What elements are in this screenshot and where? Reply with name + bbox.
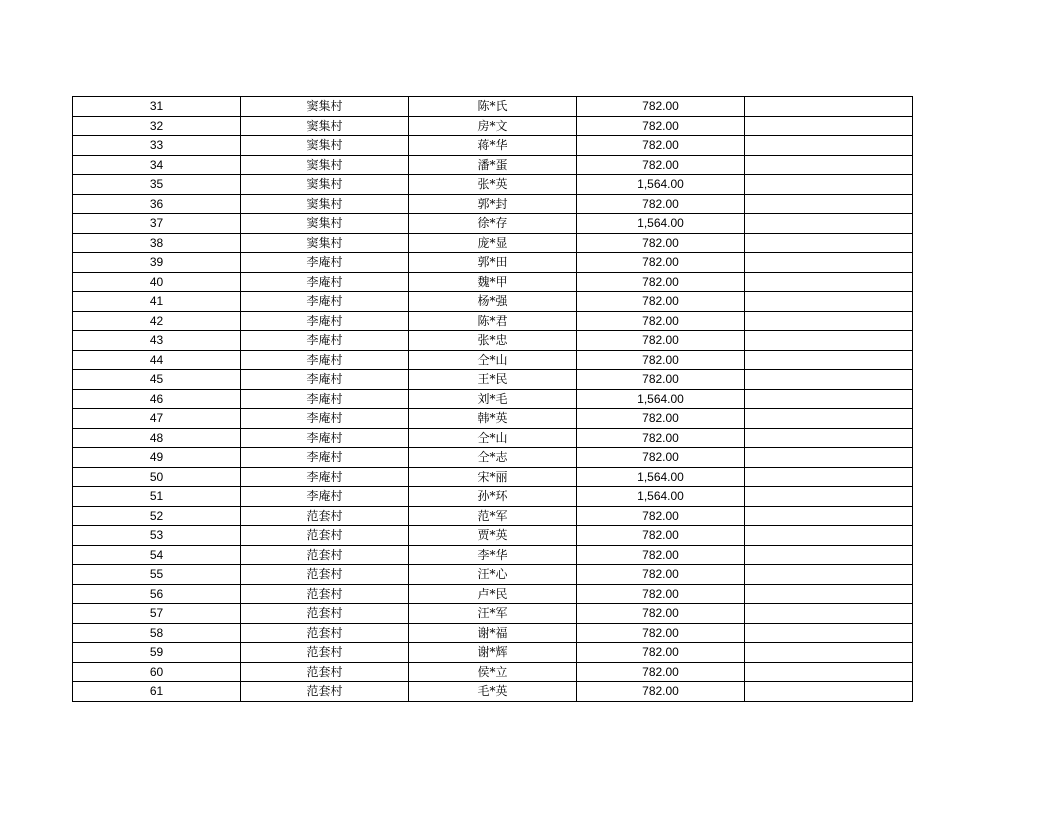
cell-number: 32 <box>73 116 241 136</box>
cell-number: 40 <box>73 272 241 292</box>
cell-number: 34 <box>73 155 241 175</box>
cell-village: 范套村 <box>241 623 409 643</box>
cell-name: 徐*存 <box>409 214 577 234</box>
cell-number: 61 <box>73 682 241 702</box>
cell-amount: 782.00 <box>577 526 745 546</box>
cell-amount: 782.00 <box>577 565 745 585</box>
table-row <box>73 584 913 604</box>
cell-name: 贾*英 <box>409 526 577 546</box>
table-row <box>73 428 913 448</box>
cell-number: 43 <box>73 331 241 351</box>
cell-number: 51 <box>73 487 241 507</box>
cell-number: 58 <box>73 623 241 643</box>
cell-note <box>745 506 913 526</box>
cell-village: 李庵村 <box>241 467 409 487</box>
cell-name: 杨*强 <box>409 292 577 312</box>
cell-note <box>745 350 913 370</box>
cell-note <box>745 155 913 175</box>
cell-village: 范套村 <box>241 643 409 663</box>
cell-village: 窦集村 <box>241 194 409 214</box>
cell-village: 李庵村 <box>241 389 409 409</box>
cell-note <box>745 565 913 585</box>
cell-amount: 782.00 <box>577 253 745 273</box>
cell-note <box>745 370 913 390</box>
cell-amount: 782.00 <box>577 155 745 175</box>
cell-village: 李庵村 <box>241 350 409 370</box>
cell-village: 李庵村 <box>241 272 409 292</box>
table-row <box>73 253 913 273</box>
cell-note <box>745 194 913 214</box>
cell-note <box>745 136 913 156</box>
cell-amount: 782.00 <box>577 662 745 682</box>
cell-note <box>745 175 913 195</box>
cell-village: 李庵村 <box>241 292 409 312</box>
cell-number: 48 <box>73 428 241 448</box>
cell-amount: 782.00 <box>577 545 745 565</box>
cell-name: 卢*民 <box>409 584 577 604</box>
cell-amount: 782.00 <box>577 194 745 214</box>
table-row <box>73 623 913 643</box>
cell-amount: 782.00 <box>577 350 745 370</box>
cell-village: 范套村 <box>241 506 409 526</box>
cell-note <box>745 526 913 546</box>
cell-note <box>745 409 913 429</box>
cell-village: 窦集村 <box>241 233 409 253</box>
table-row <box>73 311 913 331</box>
cell-amount: 782.00 <box>577 311 745 331</box>
cell-number: 33 <box>73 136 241 156</box>
cell-village: 范套村 <box>241 526 409 546</box>
cell-village: 窦集村 <box>241 116 409 136</box>
cell-village: 窦集村 <box>241 214 409 234</box>
cell-village: 范套村 <box>241 662 409 682</box>
cell-name: 陈*君 <box>409 311 577 331</box>
cell-note <box>745 467 913 487</box>
cell-amount: 782.00 <box>577 116 745 136</box>
cell-name: 陈*氏 <box>409 97 577 117</box>
cell-note <box>745 428 913 448</box>
table-row <box>73 487 913 507</box>
cell-note <box>745 623 913 643</box>
table-row <box>73 370 913 390</box>
cell-note <box>745 584 913 604</box>
table-row <box>73 506 913 526</box>
cell-village: 李庵村 <box>241 253 409 273</box>
cell-name: 范*军 <box>409 506 577 526</box>
cell-amount: 782.00 <box>577 682 745 702</box>
cell-amount: 782.00 <box>577 409 745 429</box>
cell-name: 仝*山 <box>409 350 577 370</box>
cell-name: 毛*英 <box>409 682 577 702</box>
cell-amount: 782.00 <box>577 331 745 351</box>
cell-amount: 782.00 <box>577 448 745 468</box>
cell-amount: 1,564.00 <box>577 389 745 409</box>
cell-name: 王*民 <box>409 370 577 390</box>
cell-village: 李庵村 <box>241 487 409 507</box>
cell-number: 60 <box>73 662 241 682</box>
cell-note <box>745 545 913 565</box>
table-row <box>73 214 913 234</box>
cell-village: 范套村 <box>241 604 409 624</box>
table-row <box>73 448 913 468</box>
cell-name: 韩*英 <box>409 409 577 429</box>
cell-number: 36 <box>73 194 241 214</box>
cell-note <box>745 604 913 624</box>
cell-village: 范套村 <box>241 545 409 565</box>
cell-amount: 782.00 <box>577 506 745 526</box>
cell-village: 窦集村 <box>241 175 409 195</box>
cell-name: 汪*心 <box>409 565 577 585</box>
cell-name: 刘*毛 <box>409 389 577 409</box>
cell-amount: 782.00 <box>577 370 745 390</box>
table-row <box>73 389 913 409</box>
cell-name: 张*忠 <box>409 331 577 351</box>
table-row <box>73 565 913 585</box>
cell-number: 52 <box>73 506 241 526</box>
cell-number: 42 <box>73 311 241 331</box>
table-row <box>73 155 913 175</box>
cell-name: 侯*立 <box>409 662 577 682</box>
cell-name: 郭*田 <box>409 253 577 273</box>
cell-note <box>745 214 913 234</box>
cell-note <box>745 389 913 409</box>
table-row <box>73 409 913 429</box>
cell-number: 35 <box>73 175 241 195</box>
cell-name: 房*文 <box>409 116 577 136</box>
cell-name: 谢*福 <box>409 623 577 643</box>
cell-number: 49 <box>73 448 241 468</box>
cell-amount: 782.00 <box>577 136 745 156</box>
table-row <box>73 467 913 487</box>
table-row <box>73 292 913 312</box>
cell-number: 44 <box>73 350 241 370</box>
cell-village: 范套村 <box>241 682 409 702</box>
cell-note <box>745 643 913 663</box>
cell-village: 范套村 <box>241 584 409 604</box>
cell-amount: 782.00 <box>577 292 745 312</box>
cell-number: 57 <box>73 604 241 624</box>
table-row <box>73 116 913 136</box>
cell-name: 李*华 <box>409 545 577 565</box>
cell-village: 李庵村 <box>241 311 409 331</box>
cell-note <box>745 448 913 468</box>
cell-amount: 1,564.00 <box>577 214 745 234</box>
table-row <box>73 194 913 214</box>
cell-amount: 782.00 <box>577 584 745 604</box>
cell-name: 郭*封 <box>409 194 577 214</box>
table-row <box>73 526 913 546</box>
cell-number: 37 <box>73 214 241 234</box>
cell-note <box>745 272 913 292</box>
cell-number: 46 <box>73 389 241 409</box>
table-row <box>73 175 913 195</box>
table-row <box>73 331 913 351</box>
cell-number: 59 <box>73 643 241 663</box>
cell-amount: 782.00 <box>577 97 745 117</box>
table-row <box>73 272 913 292</box>
cell-number: 31 <box>73 97 241 117</box>
cell-village: 李庵村 <box>241 370 409 390</box>
cell-village: 李庵村 <box>241 428 409 448</box>
cell-village: 范套村 <box>241 565 409 585</box>
cell-amount: 782.00 <box>577 428 745 448</box>
cell-number: 45 <box>73 370 241 390</box>
table-row <box>73 662 913 682</box>
cell-note <box>745 97 913 117</box>
cell-village: 李庵村 <box>241 448 409 468</box>
cell-amount: 782.00 <box>577 623 745 643</box>
cell-number: 56 <box>73 584 241 604</box>
cell-note <box>745 487 913 507</box>
cell-number: 38 <box>73 233 241 253</box>
table-row <box>73 545 913 565</box>
cell-note <box>745 292 913 312</box>
data-table <box>72 96 913 702</box>
cell-name: 庞*显 <box>409 233 577 253</box>
table-row <box>73 604 913 624</box>
cell-number: 47 <box>73 409 241 429</box>
cell-note <box>745 253 913 273</box>
cell-name: 张*英 <box>409 175 577 195</box>
cell-amount: 782.00 <box>577 643 745 663</box>
cell-note <box>745 116 913 136</box>
cell-name: 潘*蛋 <box>409 155 577 175</box>
cell-number: 53 <box>73 526 241 546</box>
table-row <box>73 643 913 663</box>
cell-amount: 1,564.00 <box>577 467 745 487</box>
cell-name: 魏*甲 <box>409 272 577 292</box>
cell-note <box>745 331 913 351</box>
cell-amount: 1,564.00 <box>577 487 745 507</box>
table-row <box>73 97 913 117</box>
table-row <box>73 233 913 253</box>
cell-name: 谢*辉 <box>409 643 577 663</box>
cell-amount: 782.00 <box>577 272 745 292</box>
cell-number: 39 <box>73 253 241 273</box>
cell-name: 仝*志 <box>409 448 577 468</box>
table-row <box>73 682 913 702</box>
cell-number: 41 <box>73 292 241 312</box>
table-row <box>73 136 913 156</box>
cell-amount: 1,564.00 <box>577 175 745 195</box>
cell-name: 宋*丽 <box>409 467 577 487</box>
cell-note <box>745 682 913 702</box>
cell-note <box>745 311 913 331</box>
cell-village: 窦集村 <box>241 136 409 156</box>
cell-village: 李庵村 <box>241 331 409 351</box>
cell-name: 汪*军 <box>409 604 577 624</box>
cell-amount: 782.00 <box>577 233 745 253</box>
cell-name: 孙*环 <box>409 487 577 507</box>
cell-number: 54 <box>73 545 241 565</box>
table-body <box>73 97 913 702</box>
table-row <box>73 350 913 370</box>
cell-village: 李庵村 <box>241 409 409 429</box>
cell-number: 55 <box>73 565 241 585</box>
cell-village: 窦集村 <box>241 155 409 175</box>
cell-name: 蒋*华 <box>409 136 577 156</box>
cell-number: 50 <box>73 467 241 487</box>
cell-village: 窦集村 <box>241 97 409 117</box>
cell-name: 仝*山 <box>409 428 577 448</box>
cell-amount: 782.00 <box>577 604 745 624</box>
cell-note <box>745 233 913 253</box>
cell-note <box>745 662 913 682</box>
